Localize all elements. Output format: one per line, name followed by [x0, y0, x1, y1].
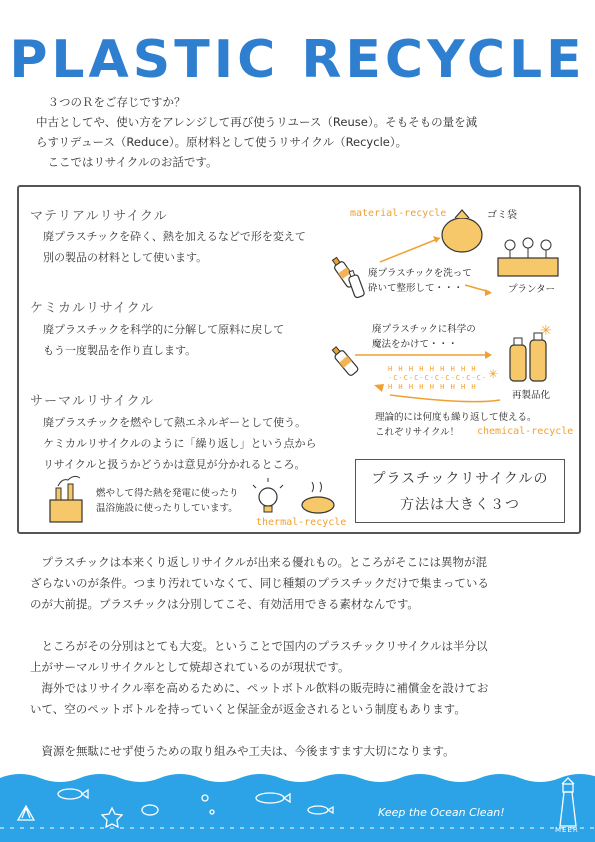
paragraph-line: 海外ではリサイクル率を高めるために、ペットボトル飲料の販売時に補償金を設けてお	[30, 681, 489, 695]
molecule-c-row: -C-C-C-C-C-C-C-C-C-	[388, 374, 488, 382]
sparkle-icon: ✳	[540, 323, 552, 339]
thermal-text-line: リサイクルと扱うかどうかは意見が分かれるところ。	[43, 458, 306, 471]
chemical-heading: ケミカルリサイクル	[30, 301, 155, 316]
intro-line: ここではリサイクルのお話です。	[36, 155, 218, 169]
material-text-line: 廃プラスチックを砕く、熱を加えるなどで形を変えて	[43, 230, 306, 243]
chemical-text-line: もう一度製品を作り直します。	[43, 344, 197, 357]
bag-label: ゴミ袋	[487, 210, 517, 221]
intro-line: らすリデュース（Reduce）。原材料として使うリサイクル（Recycle）。	[36, 135, 408, 149]
loop-line: これぞリサイクル！	[375, 427, 460, 438]
sparkle-icon: ✳	[488, 367, 499, 381]
material-heading: マテリアルリサイクル	[30, 209, 168, 224]
loop-line: 理論的には何度も繰り返して使える。	[375, 412, 537, 423]
bath-icon	[302, 482, 334, 513]
magic-line: 廃プラスチックに科学の	[372, 324, 476, 335]
ocean-footer	[0, 770, 595, 842]
thermal-heading: サーマルリサイクル	[30, 394, 155, 409]
paragraph-2	[30, 636, 565, 720]
molecule-h-row: H H H H H H H H H	[388, 365, 477, 373]
magic-line: 魔法をかけて・・・	[372, 339, 458, 350]
light-bulb-icon	[253, 478, 283, 512]
paragraph-line: ところがその分別はとても大変。ということで国内のプラスチックリサイクルは半分以	[30, 639, 488, 653]
process-line: 廃プラスチックを洗って	[368, 268, 472, 279]
summary-callout	[355, 459, 565, 523]
power-line: 温浴施設に使ったりしています。	[96, 503, 238, 514]
intro-line: ３つのＲをご存じですか？	[36, 95, 186, 109]
footer-slogan: Keep the Ocean Clean!	[378, 806, 505, 819]
chemical-tag: chemical-recycle	[477, 426, 574, 437]
process-line: 砕いて整形して・・・	[368, 283, 464, 294]
paragraph-line: 上がサーマルリサイクルとして焼却されているのが現状です。	[30, 660, 350, 674]
chemical-text-line: 廃プラスチックを科学的に分解して原料に戻して	[43, 323, 285, 336]
paragraph-3	[30, 741, 565, 762]
footer-brand: MEER	[555, 826, 579, 834]
paragraph-line: ざらないのが条件。つまり汚れていなくて、同じ種類のプラスチックだけで集まっている	[30, 576, 489, 590]
factory-icon	[50, 476, 82, 522]
callout-line: プラスチックリサイクルの	[371, 471, 549, 487]
paragraph-line: 資源を無駄にせず使うための取り組みや工夫は、今後ますます大切になります。	[30, 744, 455, 758]
page-title: PLASTIC RECYCLE	[9, 30, 586, 90]
callout-line: 方法は大きく３つ	[400, 497, 520, 513]
thermal-tag: thermal-recycle	[256, 517, 347, 528]
intro-line: 中古としてや、使い方をアレンジして再び使うリユース（Reuse）。そもそもの量を減	[36, 115, 478, 129]
paragraph-1	[30, 552, 565, 615]
molecule-h-row: H H H H H H H H H	[388, 383, 477, 391]
thermal-text-line: ケミカルリサイクルのように「繰り返し」という点から	[43, 437, 317, 450]
power-line: 燃やして得た熱を発電に使ったり	[96, 488, 239, 499]
reproduct-label: 再製品化	[512, 390, 551, 401]
thermal-text-line: 廃プラスチックを燃やして熱エネルギーとして使う。	[43, 416, 307, 429]
paragraph-line: いて、空のペットボトルを持っていくと保証金が返金されるという制度もあります。	[30, 702, 466, 716]
paragraph-line: プラスチックは本来くり返しリサイクルが出来る優れもの。ところがそこには異物が混	[30, 555, 488, 569]
material-text-line: 別の製品の材料として使います。	[43, 251, 208, 264]
paragraph-line: のが大前提。プラスチックは分別してこそ、有効活用できる素材なんです。	[30, 597, 419, 611]
planter-label: プランター	[508, 284, 556, 295]
material-tag: material-recycle	[350, 208, 447, 219]
